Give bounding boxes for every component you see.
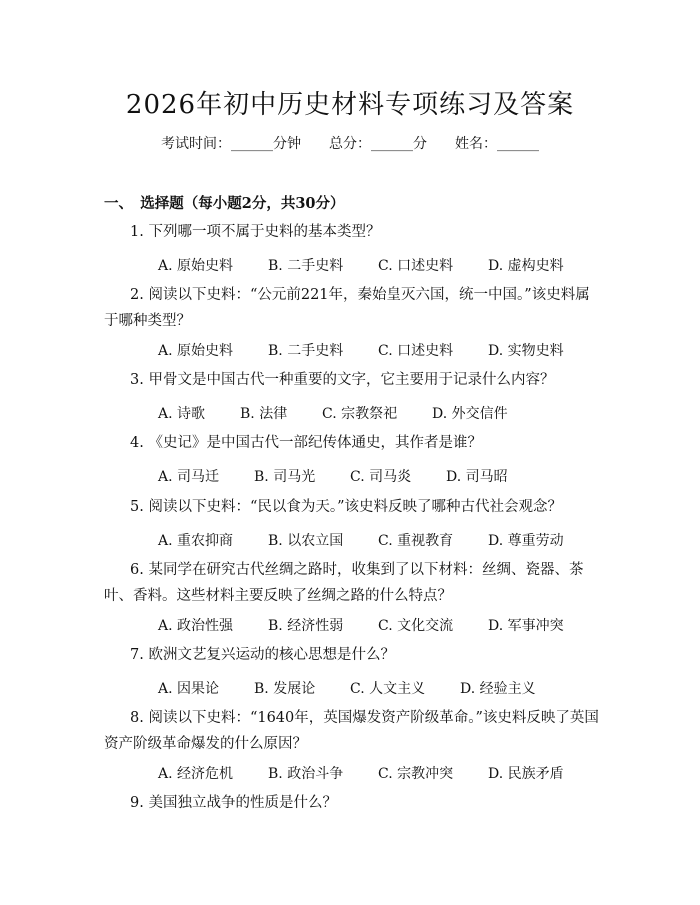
question-1: 1. 下列哪一项不属于史料的基本类型？ (130, 224, 381, 240)
option-a: A. 政治性强 (158, 618, 234, 634)
option-c: C. 重视教育 (378, 533, 454, 549)
option-b: B. 政治斗争 (268, 766, 344, 782)
question-4: 4. 《史记》是中国古代一部纪传体通史，其作者是谁？ (130, 435, 482, 451)
option-b: B. 发展论 (254, 681, 316, 697)
option-a: A. 原始史料 (158, 258, 234, 274)
option-c: C. 文化交流 (378, 618, 454, 634)
option-d: D. 民族矛盾 (488, 766, 564, 782)
question-3-options (158, 403, 508, 423)
option-d: D. 军事冲突 (488, 618, 564, 634)
option-d: D. 尊重劳动 (488, 533, 564, 549)
option-b: B. 法律 (240, 406, 288, 422)
option-c: C. 人文主义 (350, 681, 426, 697)
exam-meta-line: 考试时间：______分钟 总分：______分 姓名：______ (161, 136, 539, 152)
option-d: D. 外交信件 (432, 406, 508, 422)
question-3: 3. 甲骨文是中国古代一种重要的文字，它主要用于记录什么内容？ (130, 372, 555, 388)
question-2-options (158, 340, 564, 360)
question-2: 2. 阅读以下史料：“公元前221年，秦始皇灭六国，统一中国。”该史料属于哪种类型？ (104, 287, 590, 329)
option-a: A. 因果论 (158, 681, 220, 697)
question-7: 7. 欧洲文艺复兴运动的核心思想是什么？ (130, 647, 395, 663)
question-8: 8. 阅读以下史料：“1640年，英国爆发资产阶级革命。”该史料反映了英国资产阶级革命爆发的什么原因？ (104, 710, 599, 752)
option-c: C. 司马炎 (350, 469, 412, 485)
option-b: B. 司马光 (254, 469, 316, 485)
option-b: B. 经济性弱 (268, 618, 344, 634)
question-9: 9. 美国独立战争的性质是什么？ (130, 795, 337, 811)
option-c: C. 口述史料 (378, 343, 454, 359)
question-5-options (158, 530, 564, 550)
option-a: A. 司马迁 (158, 469, 220, 485)
option-d: D. 经验主义 (460, 681, 536, 697)
option-b: B. 以农立国 (268, 533, 344, 549)
question-8-options (158, 763, 564, 783)
question-6-options (158, 615, 564, 635)
option-c: C. 口述史料 (378, 258, 454, 274)
option-c: C. 宗教冲突 (378, 766, 454, 782)
page-title: 2026年初中历史材料专项练习及答案 (125, 90, 575, 120)
question-4-options (158, 466, 508, 486)
option-d: D. 实物史料 (488, 343, 564, 359)
option-a: A. 经济危机 (158, 766, 234, 782)
question-6: 6. 某同学在研究古代丝绸之路时，收集到了以下材料：丝绸、瓷器、茶叶、香料。这些材料主要反映了丝绸之路的什么特点？ (104, 562, 584, 604)
option-a: A. 原始史料 (158, 343, 234, 359)
option-a: A. 诗歌 (158, 406, 206, 422)
option-a: A. 重农抑商 (158, 533, 234, 549)
question-7-options (158, 678, 536, 698)
option-b: B. 二手史料 (268, 343, 344, 359)
section-heading: 一、 选择题（每小题2分，共30分） (104, 195, 345, 212)
question-5: 5. 阅读以下史料：“民以食为天。”该史料反映了哪种古代社会观念？ (130, 499, 563, 515)
question-1-options (158, 255, 564, 275)
option-d: D. 司马昭 (446, 469, 508, 485)
option-b: B. 二手史料 (268, 258, 344, 274)
option-c: C. 宗教祭祀 (322, 406, 398, 422)
option-d: D. 虚构史料 (488, 258, 564, 274)
